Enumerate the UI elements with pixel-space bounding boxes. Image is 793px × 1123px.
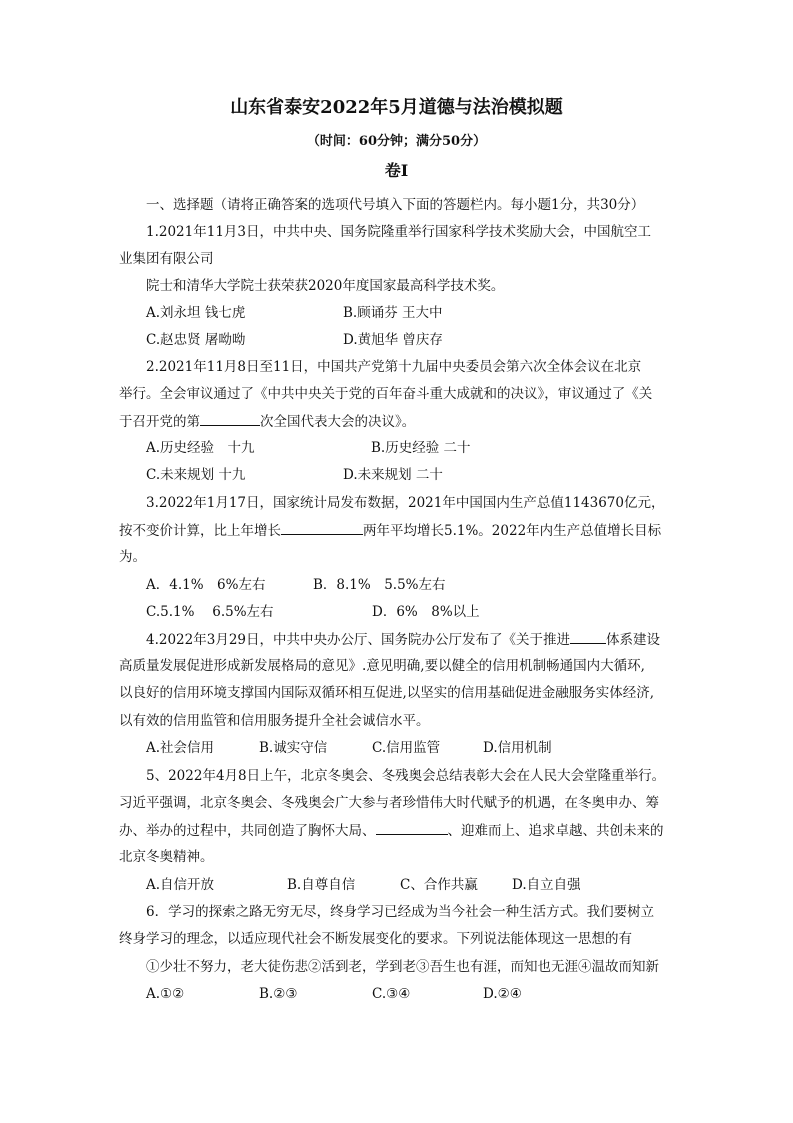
question-text: 业集团有限公司 bbox=[119, 251, 214, 267]
question-text: 办、举办的过程中，共同创造了胸怀大局、 、迎难而上、追求卓越、共创未来的 bbox=[119, 823, 664, 839]
option-d[interactable]: D．6% 8%以上 bbox=[372, 604, 480, 620]
exam-info: （时间：60分钟；满分50分） bbox=[306, 134, 487, 149]
answer-blank bbox=[281, 521, 363, 535]
option-c[interactable]: C、合作共赢 bbox=[400, 877, 478, 893]
option-d[interactable]: D.②④ bbox=[483, 986, 522, 1002]
question-text: 北京冬奥精神。 bbox=[119, 849, 214, 865]
option-c[interactable]: C.信用监管 bbox=[372, 740, 441, 756]
option-d[interactable]: D.未来规划 二十 bbox=[343, 467, 443, 483]
option-b[interactable]: B.自尊自信 bbox=[287, 877, 356, 893]
question-text: 1.2021年11月3日，中共中央、国务院隆重举行国家科学技术奖励大会，中国航空工 bbox=[146, 224, 652, 240]
option-a[interactable]: A.历史经验 十九 bbox=[146, 440, 255, 456]
question-text: 5、2022年4月8日上午，北京冬奥会、冬残奥会总结表彰大会在人民大会堂隆重举行。 bbox=[146, 768, 666, 784]
question-text: 2.2021年11月8日至11日，中国共产党第十九届中央委员会第六次全体会议在北京 bbox=[146, 359, 642, 375]
answer-blank bbox=[200, 412, 260, 426]
section-instruction: 一、选择题（请将正确答案的选项代号填入下面的答题栏内。每小题1分，共30分） bbox=[146, 197, 645, 213]
option-a[interactable]: A．4.1% 6%左右 bbox=[146, 577, 266, 593]
question-text: 高质量发展促进形成新发展格局的意见》.意见明确,要以健全的信用机制畅通国内大循环, bbox=[119, 658, 645, 674]
question-text: 4.2022年3月29日，中共中央办公厅、国务院办公厅发布了《关于推进 体系建设 bbox=[146, 632, 661, 648]
page-title: 山东省泰安2022年5月道德与法治模拟题 bbox=[230, 97, 563, 118]
option-c[interactable]: C.未来规划 十九 bbox=[146, 467, 246, 483]
answer-blank bbox=[376, 821, 448, 835]
option-c[interactable]: C.5.1% 6.5%左右 bbox=[146, 604, 274, 620]
answer-blank bbox=[570, 630, 606, 644]
question-text: 以良好的信用环境支撑国内国际双循环相互促进,以坚实的信用基础促进金融服务实体经济, bbox=[119, 685, 655, 701]
option-a[interactable]: A.社会信用 bbox=[146, 740, 215, 756]
question-text: 院士和清华大学院士获荣获2020年度国家最高科学技术奖。 bbox=[146, 278, 505, 294]
option-b[interactable]: B.顾诵芬 王大中 bbox=[343, 305, 443, 321]
option-d[interactable]: D.信用机制 bbox=[483, 740, 552, 756]
question-text: 按不变价计算，比上年增长 两年平均增长5.1%。2022年内生产总值增长目标 bbox=[119, 523, 662, 539]
option-b[interactable]: B.②③ bbox=[259, 986, 298, 1002]
question-text: 习近平强调，北京冬奥会、冬残奥会广大参与者珍惜伟大时代赋予的机遇，在冬奥申办、筹 bbox=[119, 795, 659, 811]
question-text: 于召开党的第 次全国代表大会的决议》。 bbox=[119, 414, 416, 430]
question-text: 6．学习的探索之路无穷无尽，终身学习已经成为当今社会一种生活方式。我们要树立 bbox=[146, 904, 655, 920]
option-a[interactable]: A.自信开放 bbox=[146, 877, 215, 893]
option-b[interactable]: B.历史经验 二十 bbox=[371, 440, 471, 456]
volume-heading: 卷Ⅰ bbox=[384, 161, 409, 180]
question-text: 以有效的信用监管和信用服务提升全社会诚信水平。 bbox=[119, 713, 430, 729]
option-b[interactable]: B．8.1% 5.5%左右 bbox=[313, 577, 446, 593]
option-c[interactable]: C.③④ bbox=[372, 986, 411, 1002]
question-text: 3.2022年1月17日，国家统计局发布数据，2021年中国国内生产总值1143670亿元， bbox=[146, 495, 665, 511]
option-d[interactable]: D.自立自强 bbox=[512, 877, 581, 893]
question-text: ①少壮不努力，老大徒伤悲②活到老，学到老③吾生也有涯，而知也无涯④温故而知新 bbox=[146, 959, 659, 975]
option-b[interactable]: B.诚实守信 bbox=[259, 740, 328, 756]
question-text: 为。 bbox=[119, 549, 146, 565]
question-text: 终身学习的理念，以适应现代社会不断发展变化的要求。下列说法能体现这一思想的有 bbox=[119, 931, 632, 947]
option-a[interactable]: A.刘永坦 钱七虎 bbox=[146, 305, 246, 321]
option-d[interactable]: D.黄旭华 曾庆存 bbox=[343, 332, 443, 348]
option-c[interactable]: C.赵忠贤 屠呦呦 bbox=[146, 332, 246, 348]
question-text: 举行。全会审议通过了《中共中央关于党的百年奋斗重大成就和的决议》，审议通过了《关 bbox=[119, 386, 653, 402]
option-a[interactable]: A.①② bbox=[146, 986, 185, 1002]
